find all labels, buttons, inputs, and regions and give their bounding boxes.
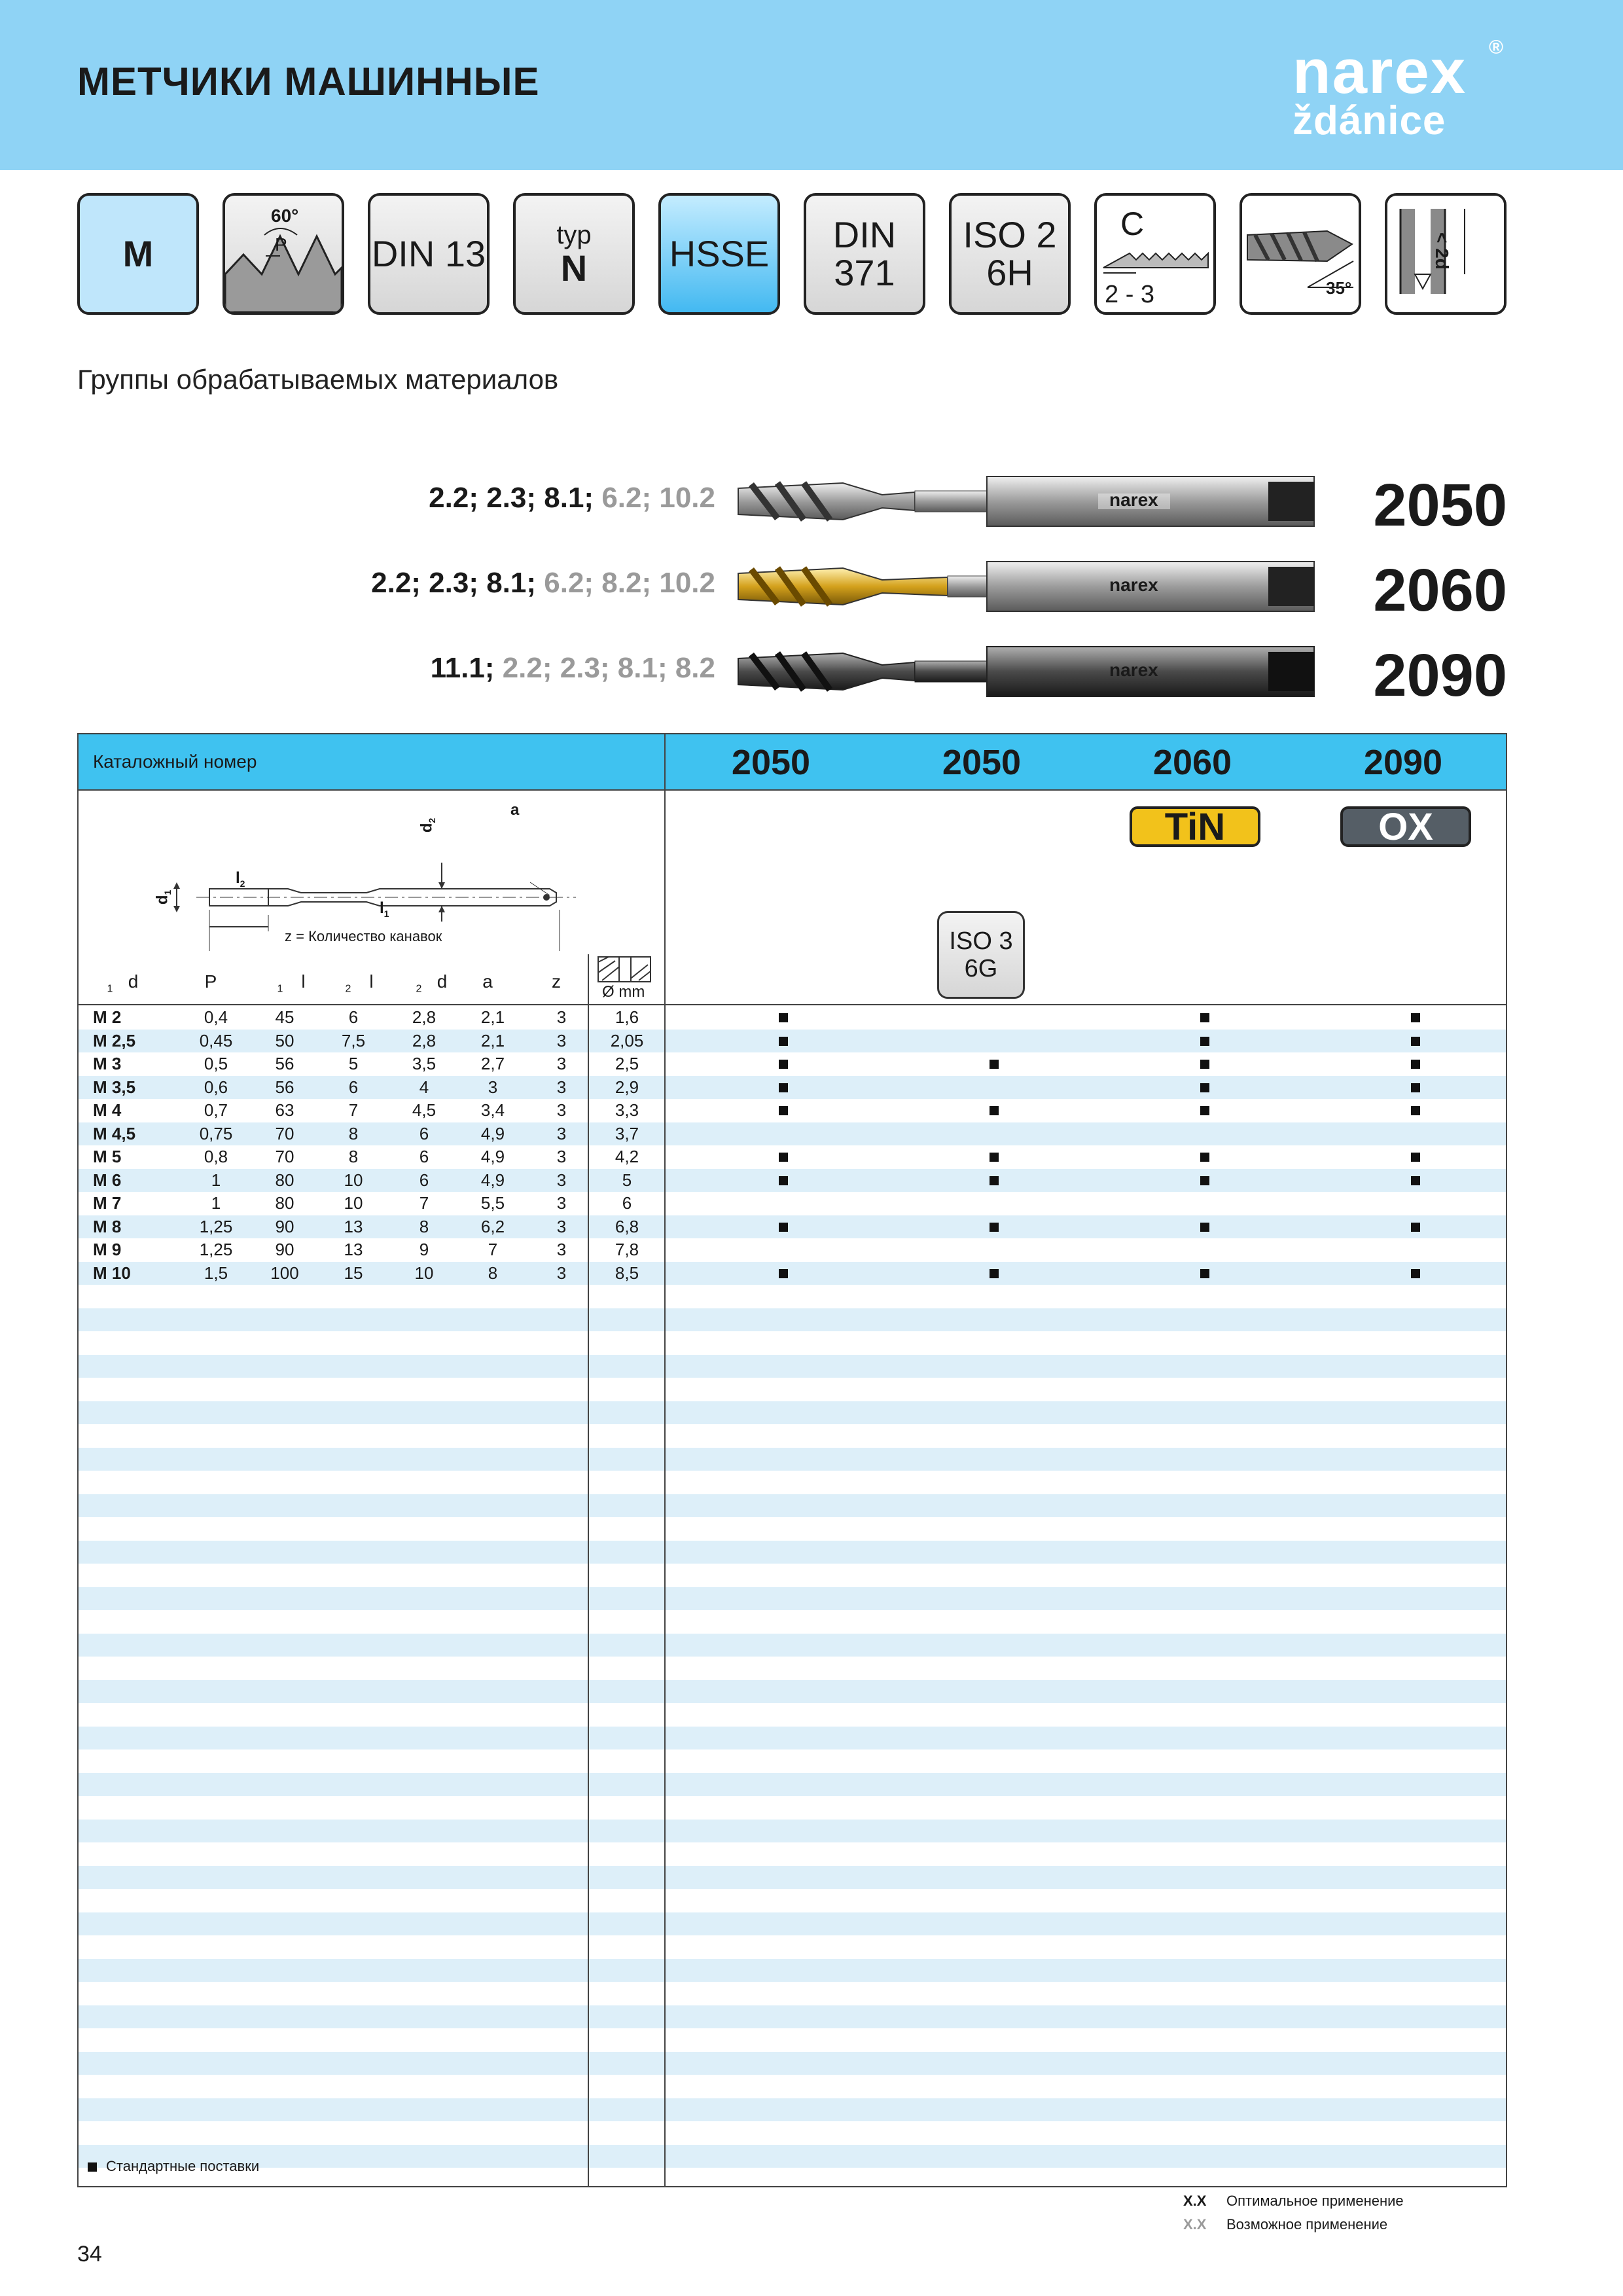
diagram-a-label: a bbox=[510, 801, 520, 819]
type-value: N bbox=[560, 247, 588, 289]
cell-d1: M 7 bbox=[93, 1193, 122, 1213]
diagram-l2-label bbox=[236, 869, 245, 889]
cell-l1: 100 bbox=[270, 1263, 299, 1283]
cell-d2: 2,8 bbox=[412, 1007, 437, 1027]
cell-a: 6,2 bbox=[480, 1216, 505, 1236]
table-row bbox=[79, 2098, 1506, 2122]
header-divider bbox=[79, 1004, 1506, 1005]
product-number: 2050 bbox=[1373, 472, 1507, 539]
cell-d1: M 8 bbox=[93, 1216, 122, 1236]
table-row bbox=[79, 1378, 1506, 1401]
drill-hole-icon bbox=[596, 956, 654, 984]
footnote-text: Стандартные поставки bbox=[106, 2158, 260, 2174]
cell-l1: 63 bbox=[275, 1100, 294, 1120]
cell-l1: 70 bbox=[275, 1147, 294, 1166]
din371-icon bbox=[804, 193, 925, 315]
availability-mark bbox=[1200, 1106, 1209, 1115]
cell-l2: 8 bbox=[348, 1147, 359, 1166]
table-row bbox=[79, 1820, 1506, 1843]
diagram-l1-label bbox=[380, 899, 389, 919]
table-row bbox=[79, 1262, 1506, 1285]
table-row bbox=[79, 1052, 1506, 1076]
availability-mark bbox=[1200, 1037, 1209, 1046]
cell-p: 1,25 bbox=[199, 1240, 233, 1259]
cell-p: 1,5 bbox=[204, 1263, 228, 1283]
iso2-line1: ISO 2 bbox=[963, 214, 1057, 255]
ox-coating-badge bbox=[1340, 806, 1471, 847]
cell-p: 1,25 bbox=[199, 1216, 233, 1236]
availability-mark bbox=[1411, 1037, 1420, 1046]
profile-pitch-label: P bbox=[275, 234, 287, 255]
diagram-l1-letter: l bbox=[380, 899, 384, 917]
cell-d1: M 3,5 bbox=[93, 1077, 136, 1097]
table-row bbox=[79, 1703, 1506, 1727]
cell-z: 3 bbox=[556, 1030, 567, 1050]
thread-m-icon bbox=[77, 193, 199, 315]
groups-optimal: 11.1; bbox=[430, 652, 495, 684]
product-number: 2090 bbox=[1373, 642, 1507, 709]
col-a-header: a bbox=[482, 971, 493, 992]
diagram-d2-letter: d bbox=[418, 823, 436, 833]
cell-l1: 56 bbox=[275, 1077, 294, 1097]
col-l2-letter: l bbox=[369, 971, 374, 992]
cell-l2: 8 bbox=[348, 1123, 359, 1143]
cell-drill: 3,7 bbox=[615, 1123, 639, 1143]
availability-mark bbox=[779, 1106, 788, 1115]
col-l1-letter: l bbox=[301, 971, 306, 992]
type-label: typ bbox=[556, 221, 592, 249]
chamfer-range-label: 2 - 3 bbox=[1105, 281, 1155, 308]
table-row bbox=[79, 1308, 1506, 1332]
col-divider-main bbox=[664, 734, 666, 2186]
iso3-line1: ISO 3 bbox=[949, 927, 1013, 955]
availability-mark bbox=[779, 1037, 788, 1046]
cell-p: 0,5 bbox=[204, 1054, 228, 1073]
table-row bbox=[79, 1215, 1506, 1239]
legend-optimal-text: Оптимальное применение bbox=[1226, 2193, 1404, 2209]
thread-m-label: M bbox=[122, 233, 154, 274]
cell-l1: 45 bbox=[275, 1007, 294, 1027]
diagram-d1-label bbox=[153, 890, 173, 905]
standard-delivery-note bbox=[88, 2158, 259, 2175]
product-row-2050 bbox=[77, 465, 1507, 537]
availability-mark bbox=[779, 1060, 788, 1069]
chamfer-c-label: C bbox=[1120, 206, 1145, 242]
header-band bbox=[0, 0, 1623, 170]
type-n-icon bbox=[513, 193, 635, 315]
cell-l2: 5 bbox=[348, 1054, 359, 1073]
material-groups bbox=[431, 652, 715, 685]
col-d2-letter: d bbox=[437, 971, 448, 992]
cell-l2: 6 bbox=[348, 1077, 359, 1097]
table-row bbox=[79, 1634, 1506, 1657]
cell-z: 3 bbox=[556, 1054, 567, 1073]
groups-possible: 6.2; 8.2; 10.2 bbox=[544, 567, 715, 599]
cell-l2: 13 bbox=[344, 1240, 363, 1259]
cell-d2: 8 bbox=[419, 1216, 429, 1236]
cell-d1: M 10 bbox=[93, 1263, 131, 1283]
cell-d2: 6 bbox=[419, 1170, 429, 1190]
col-d2-index: 2 bbox=[416, 983, 422, 995]
diagram-d1-letter: d bbox=[153, 895, 171, 905]
availability-mark bbox=[1411, 1176, 1420, 1185]
cell-d2: 6 bbox=[419, 1123, 429, 1143]
cell-drill: 7,8 bbox=[615, 1240, 639, 1259]
cell-drill: 1,6 bbox=[615, 1007, 639, 1027]
table-row bbox=[79, 1471, 1506, 1494]
depth-label: < 2d bbox=[1432, 232, 1452, 270]
cell-d2: 4 bbox=[419, 1077, 429, 1097]
cell-p: 0,75 bbox=[199, 1123, 233, 1143]
legend-possible bbox=[1183, 2213, 1404, 2236]
cell-d2: 7 bbox=[419, 1193, 429, 1213]
cell-d1: M 5 bbox=[93, 1147, 122, 1166]
availability-mark bbox=[779, 1223, 788, 1232]
table-row bbox=[79, 1680, 1506, 1704]
availability-mark bbox=[779, 1083, 788, 1092]
spiral-angle-label: 35° bbox=[1326, 278, 1352, 298]
availability-mark bbox=[1411, 1223, 1420, 1232]
cell-z: 3 bbox=[556, 1147, 567, 1166]
cell-drill: 5 bbox=[622, 1170, 632, 1190]
table-row bbox=[79, 1889, 1506, 1912]
col-l1-header bbox=[254, 971, 306, 996]
table-row bbox=[79, 1749, 1506, 1773]
catalog-table bbox=[77, 733, 1507, 2187]
table-row bbox=[79, 1099, 1506, 1122]
cell-drill: 2,9 bbox=[615, 1077, 639, 1097]
table-row bbox=[79, 1145, 1506, 1169]
diagram-d2-label bbox=[418, 818, 437, 833]
table-row bbox=[79, 2005, 1506, 2029]
cell-d2: 10 bbox=[414, 1263, 434, 1283]
legend-possible-code: X.X bbox=[1183, 2216, 1207, 2233]
table-row bbox=[79, 1541, 1506, 1564]
tin-label: TiN bbox=[1164, 805, 1226, 848]
table-row bbox=[79, 1866, 1506, 1890]
table-row bbox=[79, 1959, 1506, 1982]
cell-d1: M 4,5 bbox=[93, 1123, 136, 1143]
cell-d1: M 2,5 bbox=[93, 1030, 136, 1050]
availability-mark bbox=[1200, 1223, 1209, 1232]
groups-optimal: 2.2; 2.3; 8.1; bbox=[429, 482, 594, 514]
table-row bbox=[79, 1796, 1506, 1820]
material-groups bbox=[429, 482, 715, 514]
cell-d1: M 4 bbox=[93, 1100, 122, 1120]
catalog-number-col-3: 2060 bbox=[1152, 743, 1232, 782]
table-row bbox=[79, 1401, 1506, 1425]
cell-a: 2,1 bbox=[480, 1007, 505, 1027]
catalog-number-col-2: 2050 bbox=[942, 743, 1022, 782]
cell-p: 1 bbox=[211, 1193, 221, 1213]
col-d1-letter: d bbox=[128, 971, 139, 992]
iso3-badge bbox=[937, 911, 1025, 999]
cell-a: 3 bbox=[488, 1077, 498, 1097]
table-row bbox=[79, 1424, 1506, 1448]
col-drill-header: Ø mm bbox=[602, 983, 645, 1001]
cell-a: 4,9 bbox=[480, 1170, 505, 1190]
cell-d1: M 9 bbox=[93, 1240, 122, 1259]
page-title: МЕТЧИКИ МАШИННЫЕ bbox=[77, 60, 540, 103]
table-row bbox=[79, 1842, 1506, 1866]
col-l2-header bbox=[322, 971, 374, 996]
cell-a: 8 bbox=[488, 1263, 498, 1283]
flute-count-label: z = Количество канавок bbox=[285, 928, 442, 944]
cell-z: 3 bbox=[556, 1263, 567, 1283]
table-row bbox=[79, 2075, 1506, 2098]
catalog-number-col-4: 2090 bbox=[1363, 743, 1443, 782]
cell-z: 3 bbox=[556, 1100, 567, 1120]
cell-z: 3 bbox=[556, 1123, 567, 1143]
profile-angle-label: 60° bbox=[271, 206, 299, 226]
table-row bbox=[79, 1727, 1506, 1750]
availability-mark bbox=[990, 1269, 999, 1278]
cell-p: 0,45 bbox=[199, 1030, 233, 1050]
availability-mark bbox=[990, 1153, 999, 1162]
availability-mark bbox=[1411, 1153, 1420, 1162]
cell-p: 0,6 bbox=[204, 1077, 228, 1097]
availability-mark bbox=[1411, 1083, 1420, 1092]
tap-2050-image bbox=[732, 469, 1386, 534]
col-d1-index: 1 bbox=[107, 983, 113, 995]
cell-a: 7 bbox=[488, 1240, 498, 1259]
table-row bbox=[79, 1982, 1506, 2005]
cell-l1: 90 bbox=[275, 1240, 294, 1259]
cell-d1: M 3 bbox=[93, 1054, 122, 1073]
cell-d2: 2,8 bbox=[412, 1030, 437, 1050]
cell-d1: M 2 bbox=[93, 1007, 122, 1027]
cell-d2: 4,5 bbox=[412, 1100, 437, 1120]
material-groups bbox=[371, 567, 715, 600]
cell-a: 4,9 bbox=[480, 1123, 505, 1143]
logo-top-text: narex bbox=[1293, 37, 1467, 107]
table-row bbox=[79, 1564, 1506, 1587]
table-row bbox=[79, 1192, 1506, 1215]
iso2-line2: 6H bbox=[986, 252, 1033, 293]
narex-logo bbox=[1293, 37, 1504, 145]
cell-a: 4,9 bbox=[480, 1147, 505, 1166]
table-row bbox=[79, 2121, 1506, 2145]
table-row bbox=[79, 1610, 1506, 1634]
cell-z: 3 bbox=[556, 1170, 567, 1190]
table-row bbox=[79, 1076, 1506, 1100]
table-row bbox=[79, 1587, 1506, 1611]
table-row bbox=[79, 1517, 1506, 1541]
cell-l1: 70 bbox=[275, 1123, 294, 1143]
din13-label: DIN 13 bbox=[371, 233, 486, 274]
product-row-2060 bbox=[77, 550, 1507, 622]
din371-line1: DIN bbox=[832, 214, 897, 255]
diagram-l2-letter: l bbox=[236, 869, 240, 887]
cell-l1: 90 bbox=[275, 1216, 294, 1236]
cell-l2: 10 bbox=[344, 1170, 363, 1190]
cell-drill: 6,8 bbox=[615, 1216, 639, 1236]
cell-drill: 6 bbox=[622, 1193, 632, 1213]
availability-mark bbox=[1411, 1060, 1420, 1069]
availability-mark bbox=[779, 1269, 788, 1278]
cell-a: 2,1 bbox=[480, 1030, 505, 1050]
cell-a: 2,7 bbox=[480, 1054, 505, 1073]
table-row bbox=[79, 1122, 1506, 1146]
legend bbox=[1183, 2189, 1404, 2236]
cell-d2: 3,5 bbox=[412, 1054, 437, 1073]
cell-l2: 13 bbox=[344, 1216, 363, 1236]
cell-drill: 4,2 bbox=[615, 1147, 639, 1166]
availability-mark bbox=[990, 1106, 999, 1115]
cell-drill: 2,5 bbox=[615, 1054, 639, 1073]
col-divider-drill bbox=[588, 954, 589, 2187]
depth-icon bbox=[1385, 193, 1507, 315]
cell-l2: 10 bbox=[344, 1193, 363, 1213]
table-row bbox=[79, 1355, 1506, 1378]
availability-mark bbox=[1200, 1083, 1209, 1092]
table-row bbox=[79, 1935, 1506, 1959]
cell-p: 0,8 bbox=[204, 1147, 228, 1166]
cell-a: 3,4 bbox=[480, 1100, 505, 1120]
tap-brand: narex bbox=[1109, 575, 1158, 595]
hsse-label: HSSE bbox=[669, 233, 770, 274]
diagram-d1-index: 1 bbox=[162, 889, 173, 895]
page-number: 34 bbox=[77, 2242, 102, 2267]
diagram-l1-index: 1 bbox=[383, 908, 389, 919]
cell-z: 3 bbox=[556, 1240, 567, 1259]
cell-p: 0,4 bbox=[204, 1007, 228, 1027]
table-row bbox=[79, 1912, 1506, 1936]
availability-mark bbox=[779, 1013, 788, 1022]
availability-mark bbox=[1200, 1013, 1209, 1022]
table-row bbox=[79, 1285, 1506, 1308]
cell-z: 3 bbox=[556, 1216, 567, 1236]
table-row bbox=[79, 1169, 1506, 1193]
table-row bbox=[79, 1494, 1506, 1518]
din371-line2: 371 bbox=[834, 252, 895, 293]
catalog-number-col-1: 2050 bbox=[731, 743, 811, 782]
cell-d1: M 6 bbox=[93, 1170, 122, 1190]
cell-d2: 9 bbox=[419, 1240, 429, 1259]
availability-mark bbox=[990, 1176, 999, 1185]
cell-drill: 8,5 bbox=[615, 1263, 639, 1283]
table-row bbox=[79, 1238, 1506, 1262]
table-row bbox=[79, 1030, 1506, 1053]
cell-z: 3 bbox=[556, 1007, 567, 1027]
property-icons bbox=[77, 193, 1507, 319]
table-row bbox=[79, 1331, 1506, 1355]
availability-mark bbox=[1200, 1269, 1209, 1278]
cell-l1: 50 bbox=[275, 1030, 294, 1050]
table-row bbox=[79, 1006, 1506, 1030]
tin-coating-badge bbox=[1130, 806, 1260, 847]
tap-brand: narex bbox=[1109, 660, 1158, 680]
groups-optimal: 2.2; 2.3; 8.1; bbox=[371, 567, 537, 599]
legend-optimal bbox=[1183, 2189, 1404, 2213]
standard-mark-icon bbox=[88, 2162, 97, 2172]
col-l1-index: 1 bbox=[277, 983, 283, 995]
availability-mark bbox=[1411, 1106, 1420, 1115]
iso2-icon bbox=[949, 193, 1071, 315]
availability-mark bbox=[779, 1176, 788, 1185]
availability-mark bbox=[779, 1153, 788, 1162]
groups-possible: 2.2; 2.3; 8.1; 8.2 bbox=[502, 652, 715, 684]
hsse-icon bbox=[658, 193, 780, 315]
availability-mark bbox=[1200, 1153, 1209, 1162]
availability-mark bbox=[1411, 1269, 1420, 1278]
cell-l2: 7 bbox=[348, 1100, 359, 1120]
col-p-header: P bbox=[204, 971, 217, 992]
table-header bbox=[79, 734, 1506, 791]
cell-l2: 7,5 bbox=[341, 1030, 366, 1050]
cell-d2: 6 bbox=[419, 1147, 429, 1166]
materials-subtitle: Группы обрабатываемых материалов bbox=[77, 364, 559, 395]
col-d2-header bbox=[393, 971, 448, 996]
cell-drill: 3,3 bbox=[615, 1100, 639, 1120]
tap-2060-image bbox=[732, 554, 1386, 619]
legend-optimal-code: X.X bbox=[1183, 2193, 1207, 2209]
availability-mark bbox=[990, 1060, 999, 1069]
spiral-flute-icon bbox=[1240, 193, 1361, 315]
iso3-line2: 6G bbox=[964, 955, 998, 982]
table-row bbox=[79, 2145, 1506, 2168]
cell-l1: 56 bbox=[275, 1054, 294, 1073]
registered-mark: ® bbox=[1489, 37, 1504, 58]
table-row bbox=[79, 2052, 1506, 2075]
chamfer-icon bbox=[1094, 193, 1216, 315]
cell-drill: 2,05 bbox=[610, 1030, 644, 1050]
legend-possible-text: Возможное применение bbox=[1226, 2216, 1388, 2233]
logo-bottom-text: ždánice bbox=[1293, 98, 1446, 143]
table-row bbox=[79, 2028, 1506, 2052]
product-number: 2060 bbox=[1373, 557, 1507, 624]
groups-possible: 6.2; 10.2 bbox=[601, 482, 715, 514]
cell-p: 1 bbox=[211, 1170, 221, 1190]
availability-mark bbox=[1411, 1013, 1420, 1022]
cell-l1: 80 bbox=[275, 1193, 294, 1213]
col-d1-header bbox=[84, 971, 139, 996]
product-row-2090 bbox=[77, 635, 1507, 707]
din13-icon bbox=[368, 193, 490, 315]
thread-profile-icon bbox=[223, 193, 344, 315]
table-row bbox=[79, 1657, 1506, 1680]
tap-brand: narex bbox=[1109, 490, 1158, 510]
tap-2090-image bbox=[732, 639, 1386, 704]
cell-l1: 80 bbox=[275, 1170, 294, 1190]
col-z-header: z bbox=[552, 971, 561, 992]
cell-l2: 6 bbox=[348, 1007, 359, 1027]
cell-p: 0,7 bbox=[204, 1100, 228, 1120]
table-row bbox=[79, 1448, 1506, 1471]
cell-a: 5,5 bbox=[480, 1193, 505, 1213]
catalog-number-label: Каталожный номер bbox=[93, 751, 257, 772]
availability-mark bbox=[990, 1223, 999, 1232]
cell-l2: 15 bbox=[344, 1263, 363, 1283]
ox-label: OX bbox=[1378, 805, 1433, 848]
availability-mark bbox=[1200, 1176, 1209, 1185]
diagram-l2-index: 2 bbox=[240, 878, 245, 889]
cell-z: 3 bbox=[556, 1193, 567, 1213]
table-row bbox=[79, 1773, 1506, 1797]
availability-mark bbox=[1200, 1060, 1209, 1069]
col-l2-index: 2 bbox=[345, 983, 351, 995]
diagram-d2-index: 2 bbox=[427, 817, 438, 823]
tap-dimension-diagram bbox=[79, 791, 668, 951]
cell-z: 3 bbox=[556, 1077, 567, 1097]
